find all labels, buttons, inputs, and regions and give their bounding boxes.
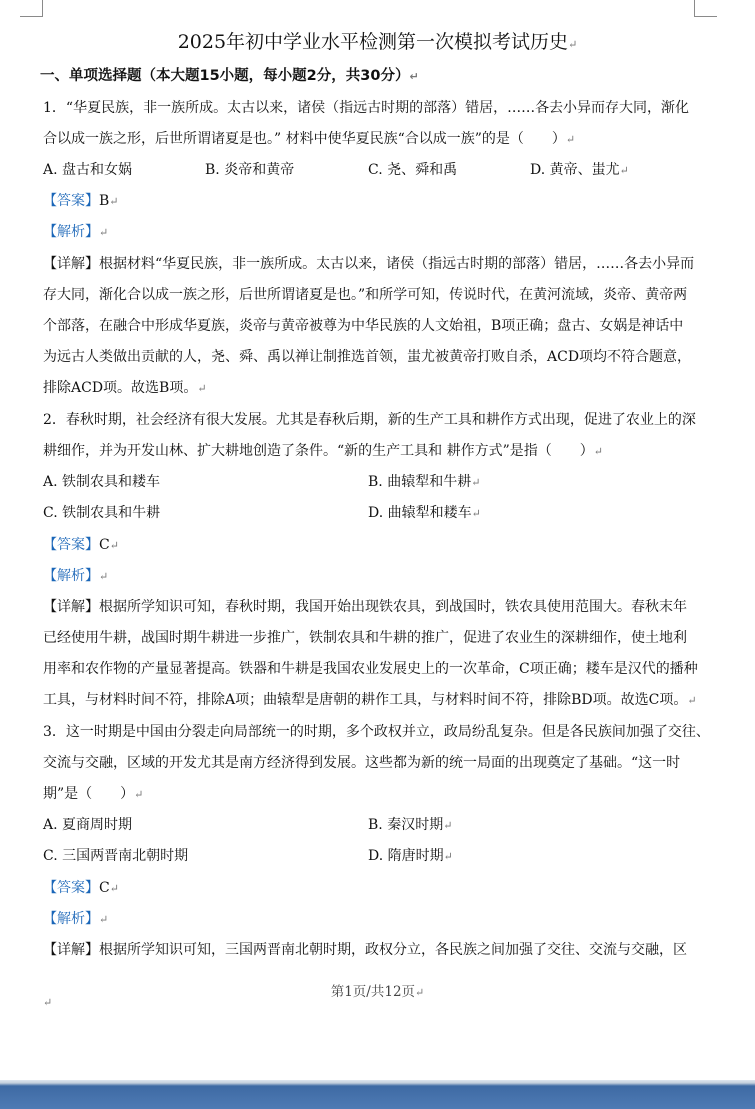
paragraph-mark: ↵ (134, 788, 144, 801)
question-1-detail-line: 为远古人类做出贡献的人，尧、舜、禹以禅让制推选首领，蚩尤被黄帝打败自杀，ACD项均不符合题意， (43, 349, 692, 365)
paragraph-mark: ↵ (109, 195, 119, 208)
paragraph-mark: ↵ (565, 133, 576, 146)
question-1-stem-line: 1．“华夏民族，非一族所成。太古以来，诸侯（指远古时期的部落）错居，……各去小异而存大同，渐化 (43, 100, 690, 116)
question-2-detail-line: 【详解】根据所学知识可知，春秋时期，我国开始出现铁农具，到战国时，铁农具使用范围大。春秋末年 (43, 599, 687, 615)
question-3-stem-line: 3．这一时期是中国由分裂走向局部统一的时期，多个政权并立，政局纷乱复杂。但是各民族间加强了交往、 (43, 724, 710, 740)
question-3-answer: 【答案】C↵ (43, 880, 119, 896)
question-3-stem-line: 期”是（ ）↵ (43, 786, 144, 802)
question-1-option: C. 尧、舜和禹 (368, 162, 458, 178)
question-1-detail-line: 存大同，渐化合以成一族之形，后世所谓诸夏是也。”和所学可知，传说时代，在黄河流域，炎帝、黄帝两 (43, 287, 688, 303)
question-2-detail-line: 用率和农作物的产量显著提高。铁器和牛耕是我国农业发展史上的一次革命，C项正确；耧车是汉代的播种 (43, 661, 698, 677)
paragraph-mark: ↵ (568, 38, 578, 51)
answer-tag: 【答案】 (43, 193, 99, 209)
page-footer: 第1页/共12页↵ (330, 984, 425, 1000)
detail-tag: 【详解】 (43, 256, 99, 272)
question-2-option: C. 铁制农具和牛耕 (43, 505, 161, 521)
question-1-option: A. 盘古和女娲 (43, 162, 133, 178)
window-bottom-bar (0, 1080, 755, 1109)
question-2-option: A. 铁制农具和耧车 (43, 474, 161, 490)
question-3-analysis-tag: 【解析】↵ (43, 911, 109, 927)
paragraph-mark: ↵ (443, 850, 453, 863)
question-3-option: A. 夏商周时期 (43, 817, 133, 833)
question-2-option: B. 曲辕犁和牛耕↵ (368, 474, 481, 490)
detail-tag: 【详解】 (43, 599, 99, 615)
question-1-option: D. 黄帝、蚩尤↵ (530, 162, 629, 178)
question-2-detail-line: 工具，与材料时间不符，排除A项；曲辕犁是唐朝的耕作工具，与材料时间不符，排除BD项。故选C项。↵ (43, 692, 697, 708)
paragraph-mark: ↵ (99, 226, 109, 239)
paragraph-mark: ↵ (687, 694, 697, 707)
question-3-option: C. 三国两晋南北朝时期 (43, 848, 189, 864)
question-1-answer: 【答案】B↵ (43, 193, 119, 209)
question-1-detail-line: 【详解】根据材料“华夏民族，非一族所成。太古以来，诸侯（指远古时期的部落）错居，……各去小异而 (43, 256, 695, 272)
question-2-stem-line: 耕细作，并为开发山林、扩大耕地创造了条件。“新的生产工具和 耕作方式”是指（ ）↵ (43, 443, 603, 459)
paragraph-mark: ↵ (471, 476, 481, 489)
question-2-answer: 【答案】C↵ (43, 537, 119, 553)
question-2-stem-line: 2．春秋时期，社会经济有很大发展。尤其是春秋后期，新的生产工具和耕作方式出现，促进了农业上的深 (43, 412, 696, 428)
paragraph-mark: ↵ (409, 70, 419, 83)
paragraph-mark: ↵ (99, 570, 109, 583)
paragraph-mark: ↵ (109, 882, 119, 895)
question-3-option: B. 秦汉时期↵ (368, 817, 453, 833)
question-1-detail-line: 排除ACD项。故选B项。↵ (43, 380, 207, 396)
question-2-detail-line: 已经使用牛耕，战国时期牛耕进一步推广，铁制农具和牛耕的推广，促进了农业生的深耕细作，使土地利 (43, 630, 687, 646)
paragraph-mark: ↵ (99, 913, 109, 926)
question-1-analysis-tag: 【解析】↵ (43, 224, 109, 240)
paragraph-mark: ↵ (443, 819, 453, 832)
question-3-stem-line: 交流与交融，区域的开发尤其是南方经济得到发展。这些都为新的统一局面的出现奠定了基础。“这一时 (43, 755, 681, 771)
question-3-option: D. 隋唐时期↵ (368, 848, 453, 864)
paragraph-mark: ↵ (471, 507, 481, 520)
margin-corner-mark (694, 0, 717, 17)
answer-tag: 【答案】 (43, 880, 99, 896)
question-3-detail-line: 【详解】根据所学知识可知，三国两晋南北朝时期，政权分立，各民族之间加强了交往、交流与交融，区 (43, 942, 687, 958)
answer-tag: 【答案】 (43, 537, 99, 553)
paragraph-mark: ↵ (593, 445, 603, 458)
paragraph-mark: ↵ (619, 164, 629, 177)
document-title: 2025年初中学业水平检测第一次模拟考试历史↵ (177, 31, 578, 53)
question-1-detail-line: 个部落，在融合中形成华夏族，炎帝与黄帝被尊为中华民族的人文始祖，B项正确；盘古、女娲是神话中 (43, 318, 684, 334)
question-1-stem-line: 合以成一族之形，后世所谓诸夏是也。” 材料中使华夏民族“合以成一族”的是（ ）↵ (43, 131, 576, 147)
question-2-analysis-tag: 【解析】↵ (43, 568, 109, 584)
section-heading: 一、单项选择题（本大题15小题，每小题2分，共30分）↵ (40, 68, 419, 84)
question-2-option: D. 曲辕犁和耧车↵ (368, 505, 481, 521)
paragraph-mark: ↵ (109, 539, 119, 552)
question-1-option: B. 炎帝和黄帝 (205, 162, 295, 178)
paragraph-mark: ↵ (197, 382, 207, 395)
margin-corner-mark (20, 0, 43, 17)
paragraph-mark: ↵ (415, 986, 425, 999)
paragraph-mark: ↵ (43, 996, 53, 1009)
detail-tag: 【详解】 (43, 942, 99, 958)
